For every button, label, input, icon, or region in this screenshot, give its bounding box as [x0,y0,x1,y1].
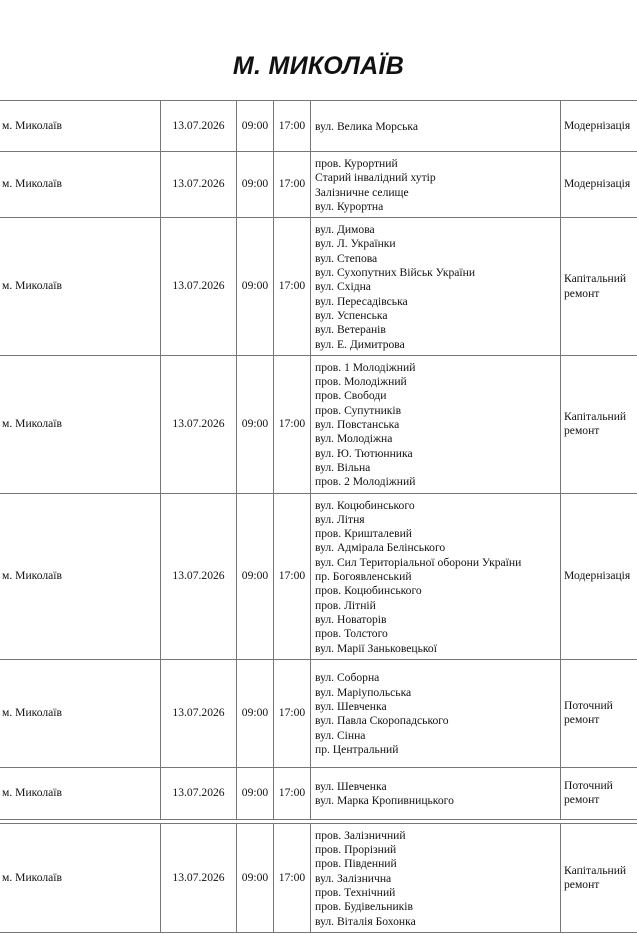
city-cell: м. Миколаїв [0,100,160,152]
street-name: пров. Свободи [315,389,387,403]
city-cell: м. Миколаїв [0,494,160,660]
end-time-cell: 17:00 [273,824,310,933]
streets-cell [310,356,560,494]
city-cell: м. Миколаїв [0,218,160,356]
work-type-cell: Капітальний ремонт [560,356,637,494]
street-name: пров. Супутників [315,403,402,417]
table-row [0,494,637,660]
street-name: вул. Марії Заньковецької [315,641,437,655]
street-name: пров. Південний [315,857,397,871]
street-name: вул. Е. Димитрова [315,337,405,351]
end-time-cell: 17:00 [273,768,310,820]
street-name: пров. 1 Молодіжний [315,360,416,374]
street-name: вул. Залізнична [315,871,392,885]
street-name: вул. Східна [315,280,371,294]
street-name: вул. Коцюбинського [315,498,415,512]
street-name: вул. Успенська [315,308,388,322]
page-title: М. МИКОЛАЇВ [232,52,405,80]
streets-cell [310,494,560,660]
street-name: вул. Віталія Бохонка [315,914,416,928]
end-time-cell: 17:00 [273,152,310,218]
street-name: пр. Богоявленський [315,570,412,584]
city-cell: м. Миколаїв [0,768,160,820]
city-cell: м. Миколаїв [0,152,160,218]
start-time-cell: 09:00 [236,152,273,218]
street-name: вул. Пересадівська [315,294,408,308]
start-time-cell: 09:00 [236,100,273,152]
end-time-cell: 17:00 [273,660,310,768]
table-row [0,768,637,820]
streets-cell [310,768,560,820]
streets-cell [310,152,560,218]
street-name: вул. Сил Територіальної оборони України [315,555,522,569]
work-type-cell: Модернізація [560,152,637,218]
street-name: вул. Степова [315,251,378,265]
table-row [0,824,637,933]
street-name: вул. Маріупольська [315,685,412,699]
city-cell: м. Миколаїв [0,660,160,768]
streets-cell [310,660,560,768]
date-cell: 13.07.2026 [160,660,236,768]
street-name: вул. Літня [315,512,365,526]
table-row [0,356,637,494]
street-name: пров. Технічний [315,885,396,899]
streets-cell [310,218,560,356]
date-cell: 13.07.2026 [160,356,236,494]
street-name: вул. Курортна [315,199,384,213]
street-name: вул. Адмірала Белінського [315,541,446,555]
work-type-cell: Модернізація [560,494,637,660]
street-name: пров. Толстого [315,627,388,641]
street-name: вул. Шевченка [315,700,387,713]
street-name: вул. Ю. Тютюнника [315,446,413,460]
street-name: пров. Курортний [315,157,398,170]
start-time-cell: 09:00 [236,494,273,660]
start-time-cell: 09:00 [236,768,273,820]
streets-cell [310,824,560,933]
street-name: вул. Молодіжна [315,432,393,446]
start-time-cell: 09:00 [236,218,273,356]
end-time-cell: 17:00 [273,100,310,152]
street-name: вул. Димова [315,223,375,237]
street-name: вул. Сінна [315,728,366,742]
date-cell: 13.07.2026 [160,152,236,218]
city-cell: м. Миколаїв [0,824,160,933]
work-type-cell: Модернізація [560,100,637,152]
street-name: пров. Прорізний [315,843,397,857]
street-name: вул. Вільна [315,460,371,474]
table-row [0,660,637,768]
street-name: пр. Центральний [315,742,399,756]
street-name: вул. Шевченка [315,780,387,793]
street-name: пров. Літній [315,598,376,612]
date-cell: 13.07.2026 [160,494,236,660]
street-name: вул. Павла Скоропадського [315,714,449,728]
end-time-cell: 17:00 [273,218,310,356]
street-name: вул. Марка Кропивницького [315,794,454,808]
street-name: вул. Велика Морська [315,119,418,133]
street-name: пров. Залізничний [315,828,406,842]
streets-cell [310,100,560,152]
street-name: пров. Коцюбинського [315,584,422,598]
street-name: вул. Л. Українки [315,237,396,251]
street-name: вул. Сухопутних Військ України [315,266,476,280]
street-name: пров. Кришталевий [315,527,413,541]
city-cell: м. Миколаїв [0,356,160,494]
outage-schedule-table [0,100,637,933]
end-time-cell: 17:00 [273,356,310,494]
street-name: вул. Повстанська [315,418,400,432]
table-row [0,152,637,218]
street-name: пров. Будівельників [315,900,413,914]
date-cell: 13.07.2026 [160,218,236,356]
street-name: пров. 2 Молодіжний [315,475,416,489]
start-time-cell: 09:00 [236,824,273,933]
work-type-cell: Поточний ремонт [560,660,637,768]
street-name: Старий інвалідний хутір [315,171,436,185]
street-name: вул. Соборна [315,671,380,685]
end-time-cell: 17:00 [273,494,310,660]
date-cell: 13.07.2026 [160,824,236,933]
street-name: Залізничне селище [315,185,409,199]
street-name: вул. Ветеранів [315,323,386,337]
start-time-cell: 09:00 [236,356,273,494]
date-cell: 13.07.2026 [160,100,236,152]
street-name: пров. Молодіжний [315,375,407,389]
start-time-cell: 09:00 [236,660,273,768]
work-type-cell: Капітальний ремонт [560,824,637,933]
table-row [0,218,637,356]
table-row [0,100,637,152]
street-name: вул. Новаторів [315,612,387,626]
work-type-cell: Поточний ремонт [560,768,637,820]
date-cell: 13.07.2026 [160,768,236,820]
work-type-cell: Капітальний ремонт [560,218,637,356]
